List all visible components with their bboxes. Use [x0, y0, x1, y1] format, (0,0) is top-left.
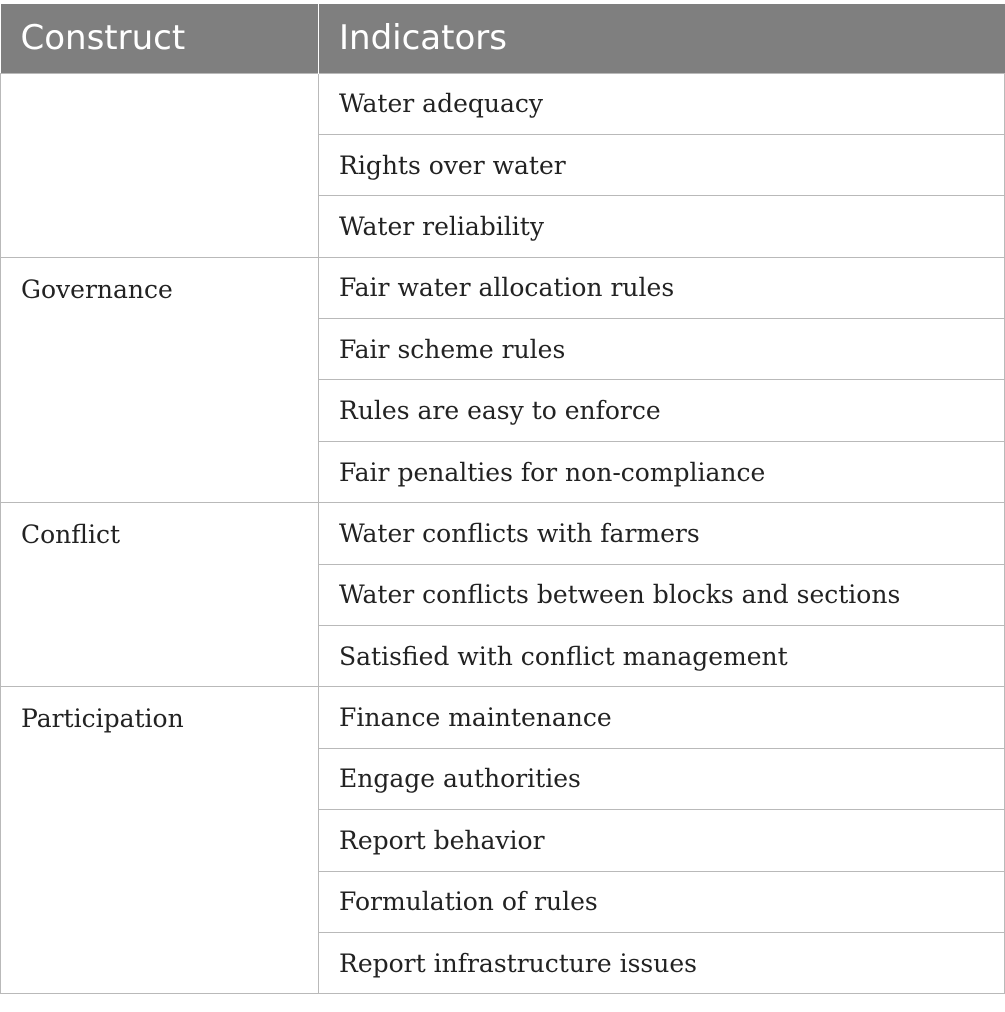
header-construct: Construct: [1, 4, 319, 73]
indicator-cell: Engage authorities: [319, 748, 1005, 809]
indicator-cell: Water conflicts with farmers: [319, 503, 1005, 564]
indicator-cell: Fair water allocation rules: [319, 257, 1005, 318]
indicator-cell: Report infrastructure issues: [319, 932, 1005, 993]
construct-cell: Governance: [1, 257, 319, 503]
table-row: [1, 257, 1005, 318]
table-row: [1, 503, 1005, 564]
construct-cell: Participation: [1, 687, 319, 994]
indicator-cell: Finance maintenance: [319, 687, 1005, 748]
construct-cell: Conflict: [1, 503, 319, 687]
indicator-cell: Water adequacy: [319, 73, 1005, 134]
header-indicators: Indicators: [319, 4, 1005, 73]
table-row: [1, 687, 1005, 748]
indicator-cell: Formulation of rules: [319, 871, 1005, 932]
indicator-cell: Rights over water: [319, 134, 1005, 195]
constructs-table: [0, 4, 1005, 994]
indicator-cell: Water conflicts between blocks and sections: [319, 564, 1005, 625]
indicator-cell: Rules are easy to enforce: [319, 380, 1005, 441]
header-row: [1, 4, 1005, 73]
indicator-cell: Fair scheme rules: [319, 319, 1005, 380]
table-row: [1, 73, 1005, 134]
indicator-cell: Fair penalties for non-compliance: [319, 441, 1005, 502]
indicator-cell: Satisfied with conflict management: [319, 626, 1005, 687]
construct-cell: [1, 73, 319, 257]
indicator-cell: Report behavior: [319, 810, 1005, 871]
indicator-cell: Water reliability: [319, 196, 1005, 257]
